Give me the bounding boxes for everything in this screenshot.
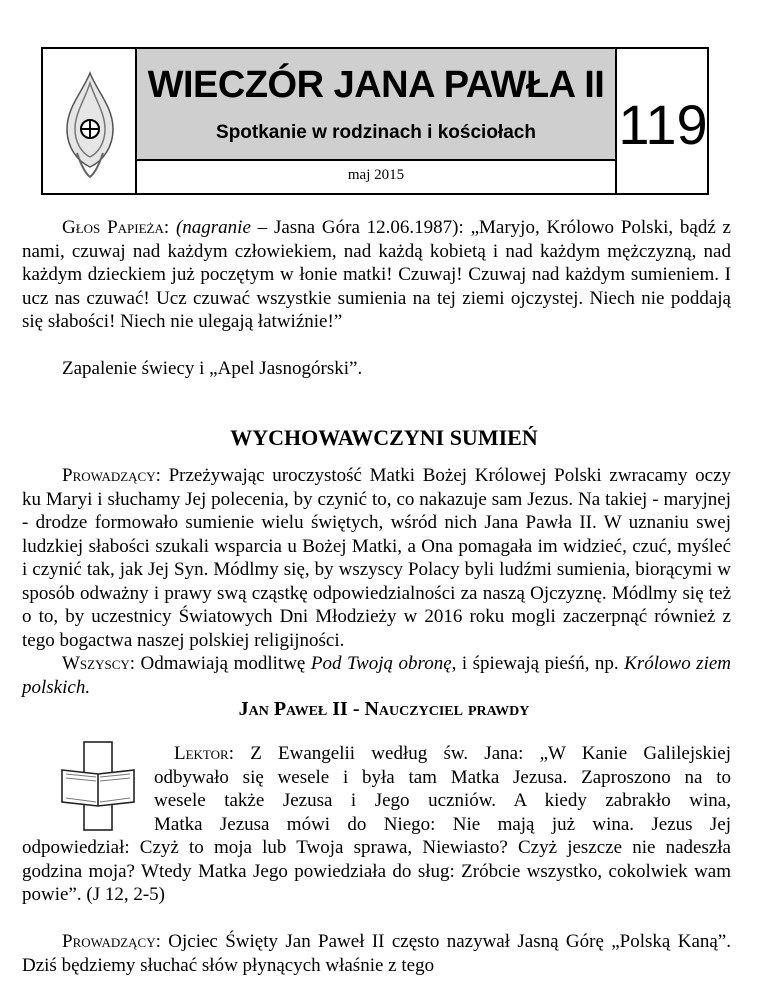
paragraph-text: , i śpiewają pieśń, np. — [451, 653, 625, 674]
all-paragraph — [22, 652, 731, 699]
title-cell — [137, 49, 615, 193]
number-cell — [615, 49, 709, 193]
reader-line: odpowiedział: Czyż to moja lub Twoja sprawa, Niewiasto? Czyż jeszcze nie nadeszła godzina moja? Wtedy Matka Jego powiedziała do sług: Zróbcie wszystko, cokolwiek wam powie”. (J 12, 2-5) — [22, 837, 731, 905]
papal-voice-paragraph — [22, 216, 731, 334]
leader-paragraph-2 — [22, 930, 731, 977]
issue-date: maj 2015 — [347, 167, 405, 183]
page-subtitle: Spotkanie w rodzinach i kościołach — [216, 122, 536, 143]
paragraph-text: Zapalenie świecy i „Apel Jasnogórski”. — [62, 358, 363, 379]
note-italic: (nagranie — [175, 217, 251, 238]
logo-cell — [43, 49, 137, 193]
separator: : — [163, 217, 176, 238]
line-text: : Z Ewangelii według św. Jana: „W Kanie Galilejskiej — [228, 743, 731, 764]
header-box — [41, 47, 709, 195]
reader-line — [22, 742, 731, 766]
speaker-label: Lektor — [174, 743, 229, 764]
speaker-label: Głos Papieża — [62, 217, 164, 238]
section-heading-1: WYCHOWAWCZYNI SUMIEŃ — [230, 425, 538, 450]
reader-line: odbywało się wesele i była tam Matka Jezusa. Zaproszono na to — [154, 766, 731, 788]
candle-paragraph — [22, 357, 731, 381]
page-title: WIECZÓR JANA PAWŁA II — [147, 64, 605, 106]
paragraph-text: – Jasna Góra 12.06.1987): „Maryjo, Królowo Polski, bądź z nami, czuwaj nad każdym człowiekiem, nad każdą kobietą i nad każdym mężczyzną, nad każdym dzieckiem już poczętym w łonie matki! Czuwaj! Czuwaj nad każdym sumieniem. I ucz nas czuwać! Ucz czuwać wszystkie sumienia na tej ziemi ojczystej. Niech nie poddają się słabości! Niech nie ulegają łatwiźnie!” — [22, 217, 731, 332]
paragraph-text: Przeżywając uroczystość Matki Bożej Królowej Polski zwracamy oczy ku Maryi i słuchamy Jej polecenia, by czynić to, co nakazuje sam Jezus. Na takiej - maryjnej - drodze formowało sumienie wielu świętych, wśród nich Jana Pawła II. W uznaniu swej ludzkiej słabości szukali wsparcia u Bożej Matki, a Ona pomagała im widzieć, czuć, myśleć i czynić tak, jak Jej Syn. Módlmy się, by wszyscy Polacy byli ludźmi sumienia, biorącymi w sposób odważny i prawy swą cząstkę odpowiedzialności za naszą Ojczyznę. Módlmy się też o to, by uczestnicy Światowych Dni Młodzieży w 2016 roku mogli zaczerpnąć również z tego bogactwa naszej polskiej religijności. — [22, 465, 731, 651]
section-heading-2: Jan Paweł II - Nauczyciel prawdy — [238, 698, 530, 720]
song-title: Królowo ziem polskich. — [22, 653, 731, 698]
speaker-label: Prowadzący: — [62, 931, 161, 952]
paragraph-text: Ojciec Święty Jan Paweł II często nazywał Jasną Górę „Polską Kaną”. Dziś będziemy słuchać słów płynących właśnie z tego — [22, 931, 731, 976]
candle-flame-cross-icon — [55, 69, 125, 181]
reader-line: wesele także Jezusa i Jego uczniów. A kiedy zabrakło wina, — [154, 790, 731, 811]
issue-number: 119 — [618, 93, 708, 156]
paragraph-text: : Odmawiają modlitwę — [129, 653, 311, 674]
title-band — [137, 49, 615, 161]
prayer-title: Pod Twoją obronę — [310, 653, 452, 674]
leader-paragraph-1 — [22, 464, 731, 652]
speaker-label: Wszyscy — [62, 653, 130, 674]
reader-line: Matka Jezusa mówi do Niego: Nie mają już wina. Jezus Jej — [154, 813, 731, 835]
speaker-label: Prowadzący: — [62, 465, 161, 486]
reader-paragraph — [22, 742, 731, 907]
